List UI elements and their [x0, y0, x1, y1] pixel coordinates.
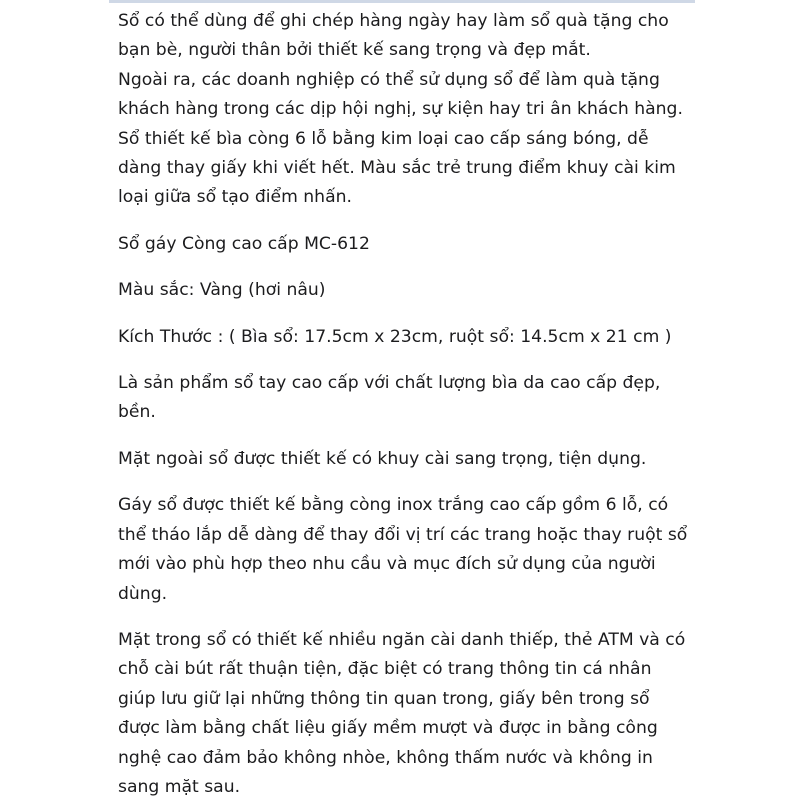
text-line: sang mặt sau.	[118, 776, 241, 797]
text-line: Mặt trong sổ có thiết kế nhiều ngăn cài danh thiếp, thẻ ATM và có	[118, 629, 686, 650]
text-line: khách hàng trong các dịp hội nghị, sự kiện hay tri ân khách hàng.	[118, 99, 683, 120]
text-line: bạn bè, người thân bởi thiết kế sang trọng và đẹp mắt.	[118, 40, 591, 61]
text-line: bền.	[118, 402, 156, 423]
text-line: Kích Thước : ( Bìa sổ: 17.5cm x 23cm, ruột sổ: 14.5cm x 21 cm )	[118, 326, 672, 347]
text-line: giúp lưu giữ lại những thông tin quan trong, giấy bên trong sổ	[118, 688, 650, 709]
text-line: Màu sắc: Vàng (hơi nâu)	[118, 280, 326, 301]
product-description	[118, 7, 700, 800]
text-line: chỗ cài bút rất thuận tiện, đặc biệt có trang thông tin cá nhân	[118, 659, 652, 680]
text-line: Sổ có thể dùng để ghi chép hàng ngày hay làm sổ quà tặng cho	[118, 11, 669, 31]
text-line: Sổ gáy Còng cao cấp MC-612	[118, 233, 370, 254]
text-line: dàng thay giấy khi viết hết. Màu sắc trẻ trung điểm khuy cài kim	[118, 158, 676, 179]
paragraph-exterior	[118, 445, 700, 474]
text-line: Mặt ngoài sổ được thiết kế có khuy cài sang trọng, tiện dụng.	[118, 448, 647, 469]
text-line: Gáy sổ được thiết kế bằng còng inox trắng cao cấp gồm 6 lỗ, có	[118, 495, 669, 516]
paragraph-intro	[118, 7, 700, 213]
paragraph-quality	[118, 369, 700, 428]
text-line: Là sản phẩm sổ tay cao cấp với chất lượng bìa da cao cấp đẹp,	[118, 373, 661, 394]
paragraph-color	[118, 276, 700, 305]
paragraph-size	[118, 323, 700, 352]
paragraph-product-name	[118, 230, 700, 259]
paragraph-interior	[118, 626, 700, 800]
text-line: được làm bằng chất liệu giấy mềm mượt và được in bằng công	[118, 718, 658, 739]
text-line: Ngoài ra, các doanh nghiệp có thể sử dụng sổ để làm quà tặng	[118, 69, 660, 90]
top-divider	[109, 0, 695, 3]
text-line: nghệ cao đảm bảo không nhòe, không thấm nước và không in	[118, 747, 653, 768]
text-line: thể tháo lắp dễ dàng để thay đổi vị trí các trang hoặc thay ruột sổ	[118, 524, 688, 545]
text-line: dùng.	[118, 583, 168, 604]
text-line: Sổ thiết kế bìa còng 6 lỗ bằng kim loại cao cấp sáng bóng, dễ	[118, 128, 649, 149]
text-line: loại giữa sổ tạo điểm nhấn.	[118, 187, 352, 208]
paragraph-spine	[118, 491, 700, 609]
text-line: mới vào phù hợp theo nhu cầu và mục đích sử dụng của người	[118, 554, 656, 575]
